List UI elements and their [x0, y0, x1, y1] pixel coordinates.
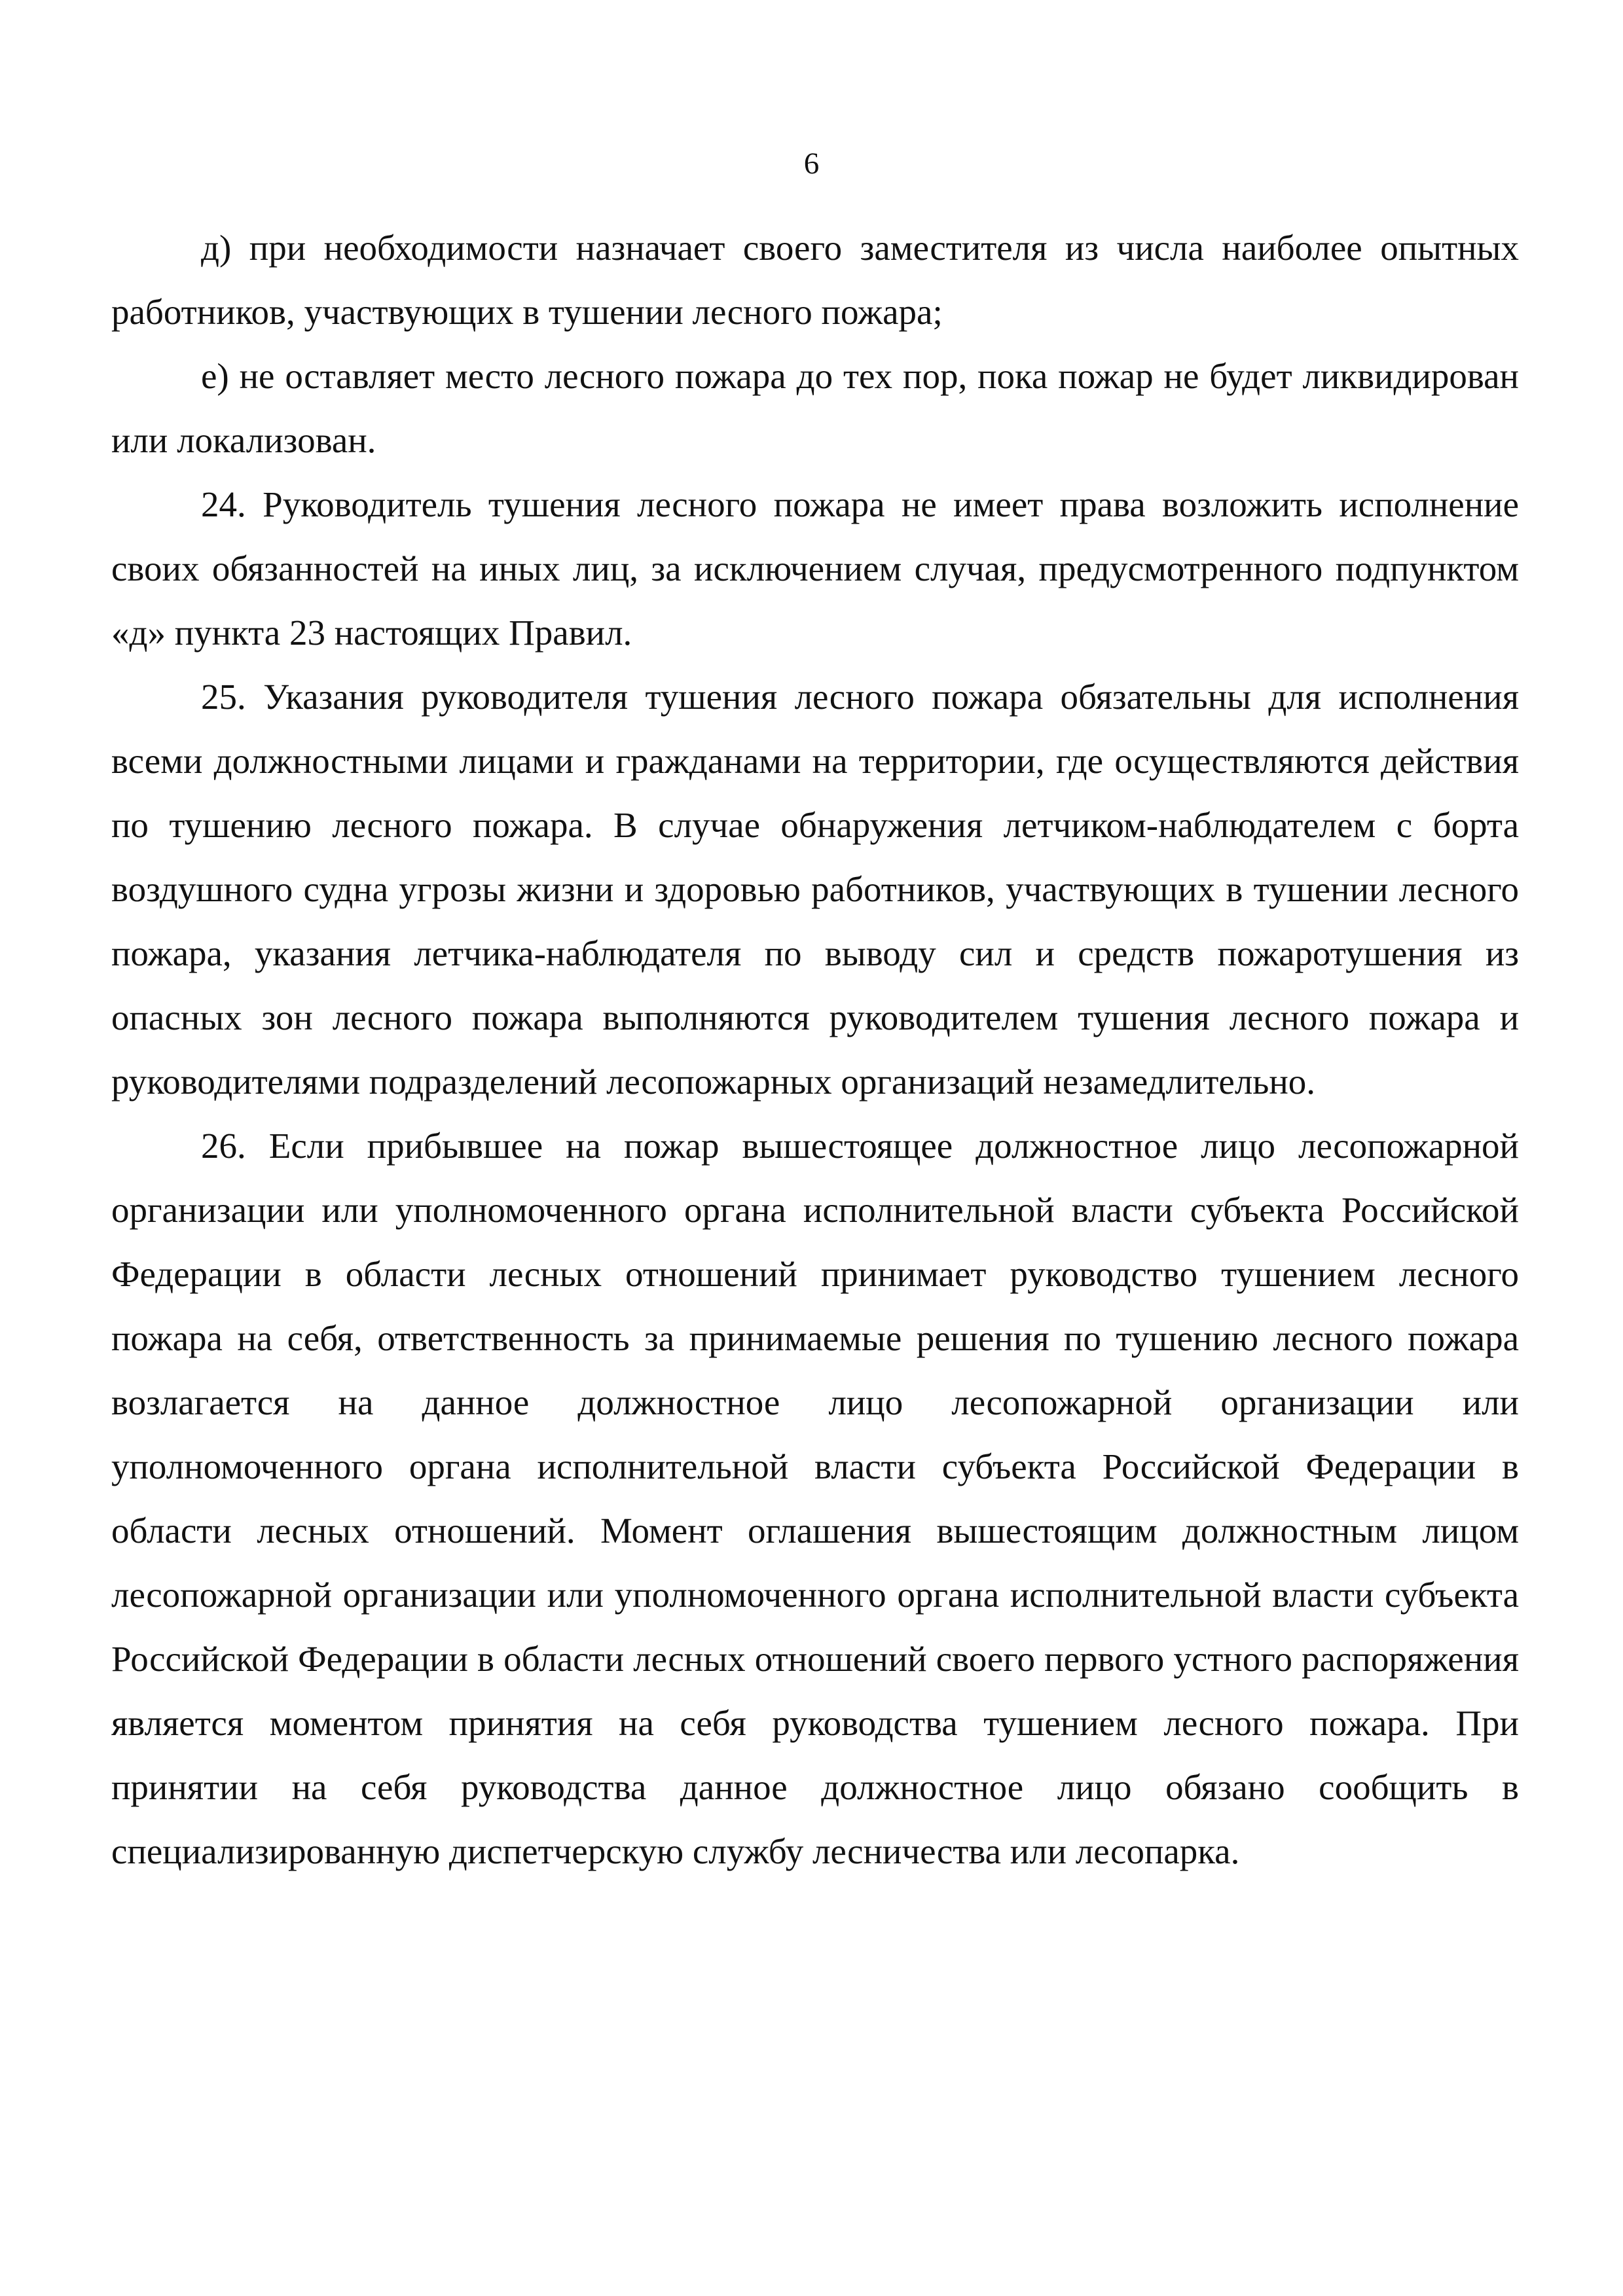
paragraph-24: 24. Руководитель тушения лесного пожара не имеет права возложить исполнение своих обязанностей на иных лиц, за исключением случая, предусмотренного подпунктом «д» пункта 23 настоящих Правил.	[111, 484, 1519, 653]
paragraph-26: 26. Если прибывшее на пожар вышестоящее должностное лицо лесопожарной организации или уполномоченного органа исполнительной власти субъекта Российской Федерации в области лесных отношений принимает руководство тушением лесного пожара на себя, ответственность за принимаемые решения по тушению лесного пожара возлагается на данное должностное лицо лесопожарной организации или уполномоченного органа исполнительной власти субъекта Российской Федерации в области лесных отношений. Момент оглашения вышестоящим должностным лицом лесопожарной организации или уполномоченного органа исполнительной власти субъекта Российской Федерации в области лесных отношений своего первого устного распоряжения является моментом принятия на себя руководства тушением лесного пожара. При принятии на себя руководства данное должностное лицо обязано сообщить в специализированную диспетчерскую службу лесничества или лесопарка.	[111, 1126, 1519, 1871]
paragraph-25: 25. Указания руководителя тушения лесного пожара обязательны для исполнения всеми должностными лицами и гражданами на территории, где осуществляются действия по тушению лесного пожара. В случае обнаружения летчиком-наблюдателем с борта воздушного судна угрозы жизни и здоровью работников, участвующих в тушении лесного пожара, указания летчика-наблюдателя по выводу сил и средств пожаротушения из опасных зон лесного пожара выполняются руководителем тушения лесного пожара и руководителями подразделений лесопожарных организаций незамедлительно.	[111, 677, 1519, 1102]
paragraph-subitem-e: е) не оставляет место лесного пожара до тех пор, пока пожар не будет ликвидирован или локализован.	[111, 356, 1519, 460]
page-number: 6	[803, 147, 820, 181]
document-body	[111, 216, 1519, 1884]
paragraph-subitem-d: д) при необходимости назначает своего заместителя из числа наиболее опытных работников, участвующих в тушении лесного пожара;	[111, 228, 1519, 332]
